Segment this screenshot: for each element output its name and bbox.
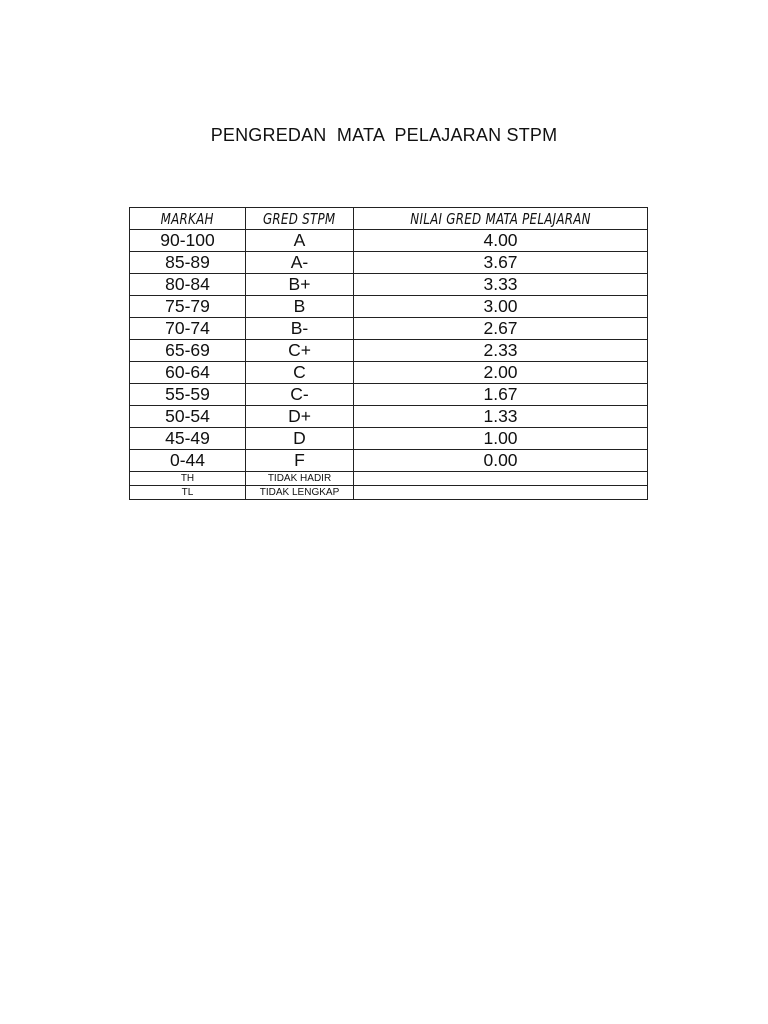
nilai-cell: 2.67	[354, 318, 648, 340]
nilai-cell: 1.33	[354, 406, 648, 428]
markah-cell: 45-49	[130, 428, 246, 450]
markah-cell: 50-54	[130, 406, 246, 428]
gred-cell: A-	[246, 252, 354, 274]
nilai-cell: 2.00	[354, 362, 648, 384]
markah-cell: 70-74	[130, 318, 246, 340]
table-row	[130, 230, 648, 252]
table-row	[130, 340, 648, 362]
table-row	[130, 384, 648, 406]
nilai-cell: 2.33	[354, 340, 648, 362]
markah-cell: 0-44	[130, 450, 246, 472]
gred-cell: A	[246, 230, 354, 252]
header-gred-stpm	[246, 208, 354, 230]
table-row	[130, 428, 648, 450]
grading-table	[129, 207, 648, 500]
gred-cell: B	[246, 296, 354, 318]
nilai-cell: 3.00	[354, 296, 648, 318]
table-row	[130, 252, 648, 274]
header-row	[130, 208, 648, 230]
table-row	[130, 296, 648, 318]
gred-cell: D	[246, 428, 354, 450]
header-markah-label: MARKAH	[160, 209, 215, 228]
nilai-cell: 1.67	[354, 384, 648, 406]
note-row-tidak-lengkap	[130, 486, 648, 500]
markah-cell: 75-79	[130, 296, 246, 318]
gred-cell: F	[246, 450, 354, 472]
markah-cell: 60-64	[130, 362, 246, 384]
gred-cell: B-	[246, 318, 354, 340]
nilai-cell: 1.00	[354, 428, 648, 450]
table-body	[130, 230, 648, 500]
note-description-cell: TIDAK LENGKAP	[246, 486, 354, 500]
nilai-cell: 3.33	[354, 274, 648, 296]
markah-cell: 80-84	[130, 274, 246, 296]
header-nilai-gred	[354, 208, 648, 230]
gred-cell: C-	[246, 384, 354, 406]
header-nilai-gred-label: NILAI GRED MATA PELAJARAN	[410, 209, 591, 228]
markah-cell: 85-89	[130, 252, 246, 274]
gred-cell: C	[246, 362, 354, 384]
markah-cell: 90-100	[130, 230, 246, 252]
note-row-tidak-hadir	[130, 472, 648, 486]
header-markah	[130, 208, 246, 230]
note-description-cell: TIDAK HADIR	[246, 472, 354, 486]
gred-cell: D+	[246, 406, 354, 428]
note-empty-cell	[354, 472, 648, 486]
markah-cell: 65-69	[130, 340, 246, 362]
header-gred-stpm-label: GRED STPM	[263, 209, 336, 228]
page-title: PENGREDAN MATA PELAJARAN STPM	[210, 125, 558, 145]
table-row	[130, 450, 648, 472]
note-code-cell: TL	[130, 486, 246, 500]
nilai-cell: 0.00	[354, 450, 648, 472]
table-header	[130, 208, 648, 230]
table-row	[130, 274, 648, 296]
note-code-cell: TH	[130, 472, 246, 486]
markah-cell: 55-59	[130, 384, 246, 406]
gred-cell: B+	[246, 274, 354, 296]
table-row	[130, 406, 648, 428]
nilai-cell: 4.00	[354, 230, 648, 252]
table-row	[130, 362, 648, 384]
note-empty-cell	[354, 486, 648, 500]
nilai-cell: 3.67	[354, 252, 648, 274]
table-row	[130, 318, 648, 340]
gred-cell: C+	[246, 340, 354, 362]
